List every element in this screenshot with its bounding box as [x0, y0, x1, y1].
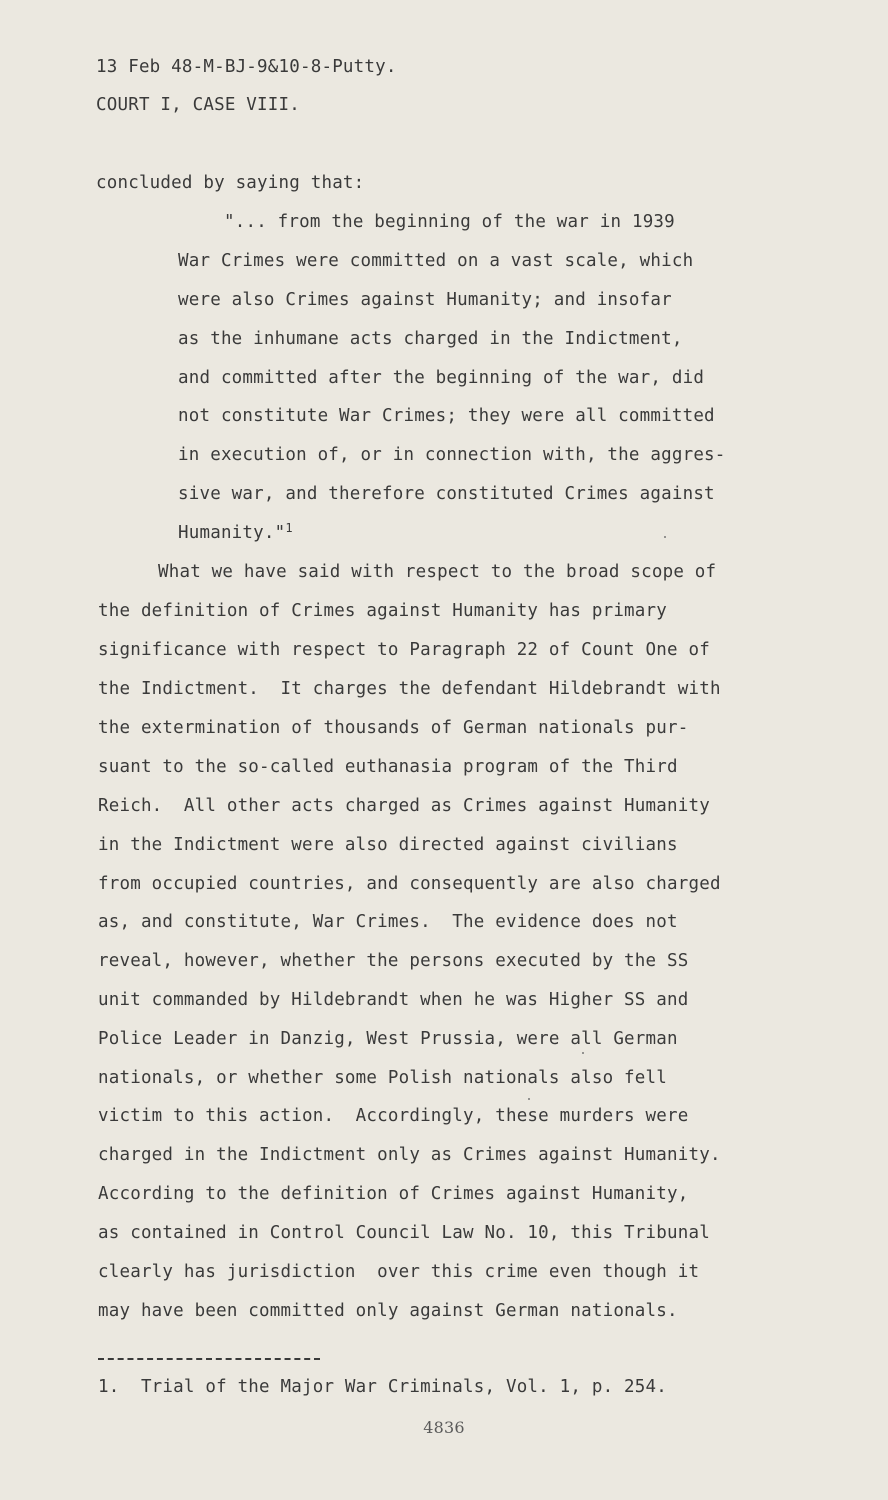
court-case-header: COURT I, CASE VIII. — [96, 95, 300, 115]
footnote: 1. Trial of the Major War Criminals, Vol. 1, p. 254. — [98, 1377, 668, 1397]
paragraph-line: as, and constitute, War Crimes. The evidence does not — [98, 912, 678, 932]
paragraph-line: charged in the Indictment only as Crimes against Humanity. — [98, 1145, 721, 1165]
quote-line: as the inhumane acts charged in the Indictment, — [178, 329, 683, 349]
paragraph-line: According to the definition of Crimes against Humanity, — [98, 1184, 689, 1204]
paragraph-line: may have been committed only against German nationals. — [98, 1301, 678, 1321]
paragraph-line: suant to the so-called euthanasia program of the Third — [98, 757, 678, 777]
quote-line: sive war, and therefore constituted Crimes against — [178, 484, 715, 504]
document-header-id: 13 Feb 48-M-BJ-9&10-8-Putty. — [96, 57, 397, 77]
paragraph-line: reveal, however, whether the persons executed by the SS — [98, 951, 689, 971]
paragraph-line: victim to this action. Accordingly, these murders were — [98, 1106, 689, 1126]
paragraph-line: unit commanded by Hildebrandt when he was Higher SS and — [98, 990, 689, 1010]
paper-speck — [528, 1098, 530, 1100]
quote-line: War Crimes were committed on a vast scale, which — [178, 251, 694, 271]
paragraph-line: nationals, or whether some Polish nationals also fell — [98, 1068, 668, 1088]
quote-line: and committed after the beginning of the war, did — [178, 368, 705, 388]
footnote-marker: 1 — [285, 521, 293, 535]
quote-intro: concluded by saying that: — [96, 173, 365, 193]
page-number: 4836 — [423, 1418, 465, 1437]
paragraph-line: the Indictment. It charges the defendant Hildebrandt with — [98, 679, 721, 699]
paragraph-line: as contained in Control Council Law No. 10, this Tribunal — [98, 1223, 710, 1243]
paragraph-line: Reich. All other acts charged as Crimes against Humanity — [98, 796, 710, 816]
paragraph-line: What we have said with respect to the broad scope of — [158, 562, 717, 582]
paragraph-line: significance with respect to Paragraph 22 of Count One of — [98, 640, 710, 660]
paper-speck — [664, 536, 666, 538]
paragraph-line: in the Indictment were also directed against civilians — [98, 835, 678, 855]
paragraph-line: from occupied countries, and consequently are also charged — [98, 874, 721, 894]
paragraph-line: Police Leader in Danzig, West Prussia, were all German — [98, 1029, 678, 1049]
paragraph-line: the extermination of thousands of German nationals pur- — [98, 718, 689, 738]
quote-line: were also Crimes against Humanity; and insofar — [178, 290, 672, 310]
quote-line: "... from the beginning of the war in 1939 — [224, 212, 675, 232]
quote-line: in execution of, or in connection with, the aggres- — [178, 445, 726, 465]
quote-line-text: Humanity." — [178, 523, 286, 543]
footnote-divider — [98, 1358, 320, 1360]
paper-speck — [582, 1052, 584, 1054]
quote-line: not constitute War Crimes; they were all committed — [178, 406, 715, 426]
quote-line-last — [178, 522, 293, 545]
paragraph-line: the definition of Crimes against Humanity has primary — [98, 601, 668, 621]
paragraph-line: clearly has jurisdiction over this crime even though it — [98, 1262, 700, 1282]
